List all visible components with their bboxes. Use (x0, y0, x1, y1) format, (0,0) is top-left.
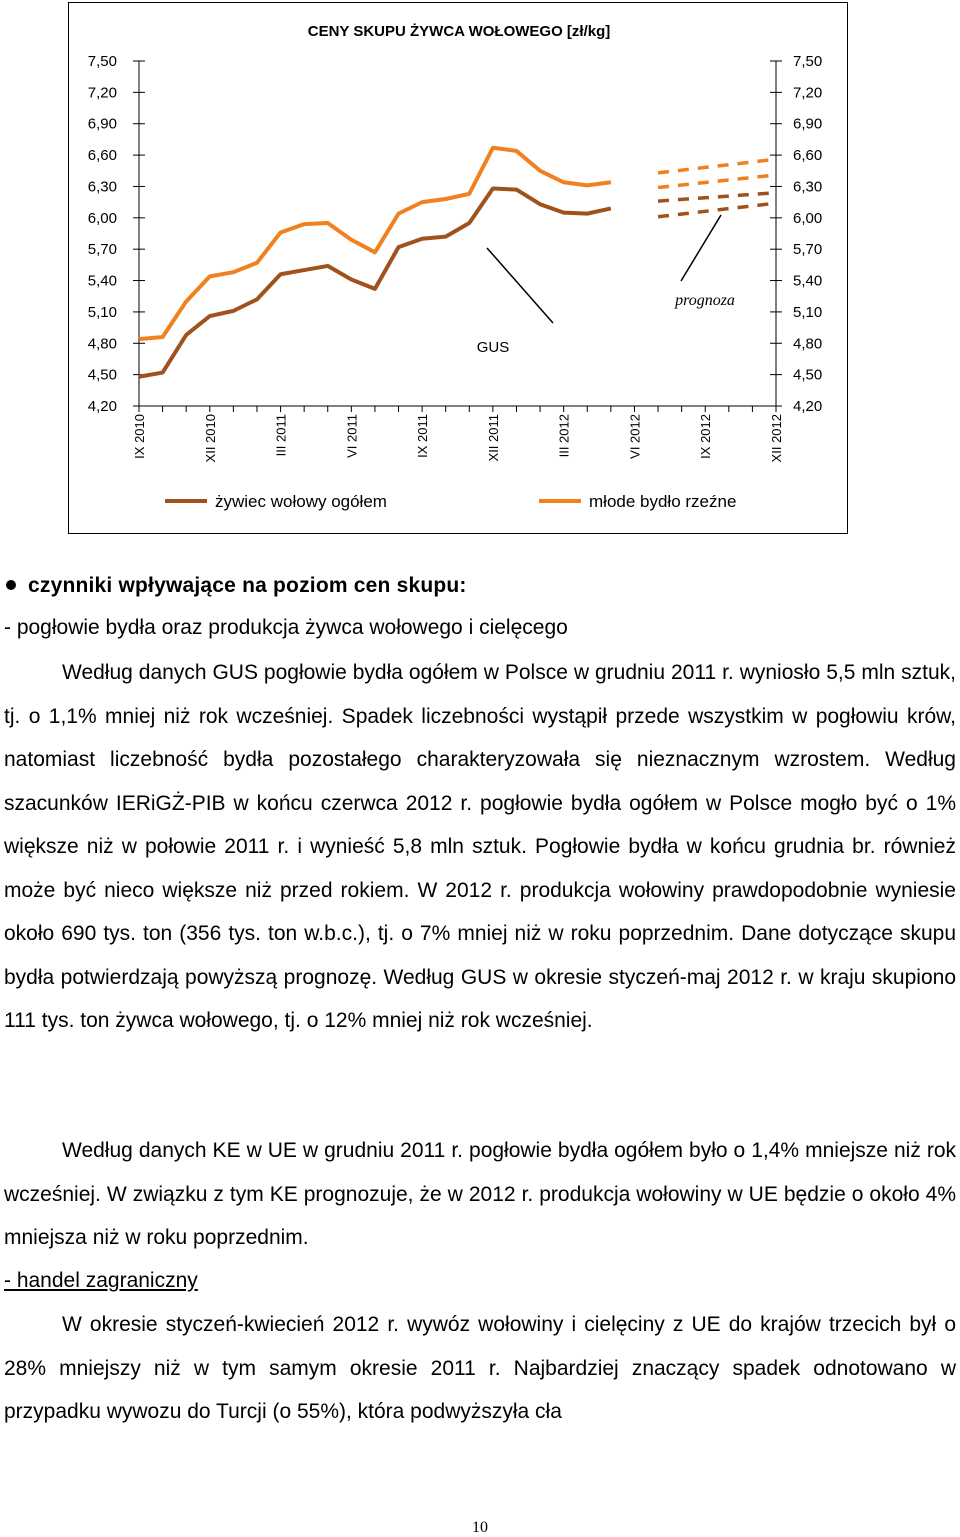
page-number: 10 (472, 1519, 488, 1536)
subheading-trade: - handel zagraniczny (4, 1269, 198, 1292)
price-chart (69, 3, 849, 535)
gus-pointer-line (487, 248, 553, 323)
y-tick-label-right: 7,50 (793, 53, 823, 70)
annotation-prognoza: prognoza (675, 292, 735, 309)
legend-label-2: młode bydło rzeźne (589, 492, 737, 511)
forecast-line-2-2 (658, 175, 776, 188)
y-tick-label-left: 7,50 (87, 53, 117, 70)
bullet-icon (6, 580, 16, 590)
y-tick-label-right: 4,80 (793, 335, 823, 353)
paragraph-trade: W okresie styczeń-kwiecień 2012 r. wywóz wołowiny i cielęciny z UE do krajów trzecich był o 28% mniejszy niż w tym samym okresie 2011 r. Najbardziej znaczący spadek odnotowano w przypadku wywozu do Turcji (o 55%), która podwyższyła cła (4, 1313, 956, 1423)
forecast-pointer-line (681, 215, 721, 281)
forecast-line-1-1 (658, 193, 776, 201)
annotation-gus: GUS (476, 339, 510, 356)
y-tick-label-left: 4,50 (87, 366, 117, 384)
x-tick-label: III 2011 (273, 414, 289, 457)
bullet-heading-text: czynniki wpływające na poziom cen skupu: (28, 574, 467, 597)
forecast-line-1-2 (658, 203, 776, 217)
x-tick-label: XII 2011 (485, 414, 501, 462)
paragraph-eu: Według danych KE w UE w grudniu 2011 r. pogłowie bydła ogółem było o 1,4% mniejsze niż rok wcześniej. W związku z tym KE prognozuje, że w 2012 r. produkcja wołowiny w UE będzie o około 4% mniejsza niż w roku poprzednim. (4, 1139, 956, 1249)
x-tick-label: XII 2012 (769, 414, 784, 463)
y-tick-label-left: 4,80 (87, 335, 117, 353)
chart-frame (68, 2, 848, 534)
subheading-herd: - pogłowie bydła oraz produkcja żywca wołowego i cielęcego (4, 616, 568, 639)
chart-title: CENY SKUPU ŻYWCA WOŁOWEGO [zł/kg] (307, 23, 611, 40)
legend-label-1: żywiec wołowy ogółem (215, 492, 387, 511)
y-tick-label-left: 5,10 (87, 303, 117, 321)
y-tick-label-right: 6,30 (793, 178, 823, 196)
x-tick-label: IX 2012 (698, 414, 714, 459)
forecast-line-2-1 (658, 159, 776, 173)
x-tick-label: IX 2011 (415, 414, 431, 458)
y-tick-label-right: 4,20 (793, 398, 823, 415)
paragraph-herd: Według danych GUS pogłowie bydła ogółem w Polsce w grudniu 2011 r. wyniosło 5,5 mln sztuk, tj. o 1,1% mniej niż rok wcześniej. Spadek liczebności wystąpił przede wszystkim w pogłowiu krów, natomiast liczebność bydła pozostałego charakteryzowała się nieznacznym wzrostem. Według szacunków IERiGŻ-PIB w końcu czerwca 2012 r. pogłowie bydła ogółem w Polsce mogło być o 1% większe niż w połowie 2011 r. i wynieść 5,8 mln sztuk. Pogłowie bydła w końcu grudnia br. również może być nieco większe niż przed rokiem. W 2012 r. produkcja wołowiny prawdopodobnie wyniesie około 690 tys. ton (356 tys. ton w.b.c.), tj. o 7% mniej niż w roku poprzednim. Dane dotyczące skupu bydła potwierdzają powyższą prognozę. Według GUS w okresie styczeń-maj 2012 r. w kraju skupiono 111 tys. ton żywca wołowego, tj. o 12% mniej niż rok wcześniej. (4, 661, 956, 1032)
y-tick-label-right: 5,40 (793, 272, 823, 290)
x-tick-label: VI 2012 (627, 414, 643, 459)
x-tick-label: VI 2011 (344, 414, 360, 458)
series-line-2 (139, 148, 611, 339)
x-tick-label: XII 2010 (202, 414, 218, 463)
y-tick-label-left: 6,30 (87, 178, 117, 196)
y-tick-label-left: 4,20 (87, 398, 117, 415)
y-tick-label-left: 5,40 (87, 272, 117, 290)
y-tick-label-left: 6,90 (87, 115, 117, 133)
y-tick-label-right: 6,90 (793, 115, 823, 133)
y-tick-label-right: 6,00 (793, 209, 823, 227)
y-tick-label-right: 7,20 (793, 84, 823, 102)
y-tick-label-left: 5,70 (87, 241, 117, 259)
x-tick-label: III 2012 (556, 413, 572, 458)
y-tick-label-right: 5,10 (793, 303, 823, 321)
bullet-heading (4, 574, 467, 598)
x-tick-label: IX 2010 (132, 414, 147, 459)
y-tick-label-left: 6,00 (87, 209, 117, 227)
series-line-1 (139, 189, 611, 377)
y-tick-label-right: 6,60 (793, 147, 823, 165)
y-tick-label-left: 6,60 (87, 147, 117, 165)
y-tick-label-right: 5,70 (793, 241, 823, 259)
y-tick-label-left: 7,20 (87, 84, 117, 102)
y-tick-label-right: 4,50 (793, 366, 823, 384)
